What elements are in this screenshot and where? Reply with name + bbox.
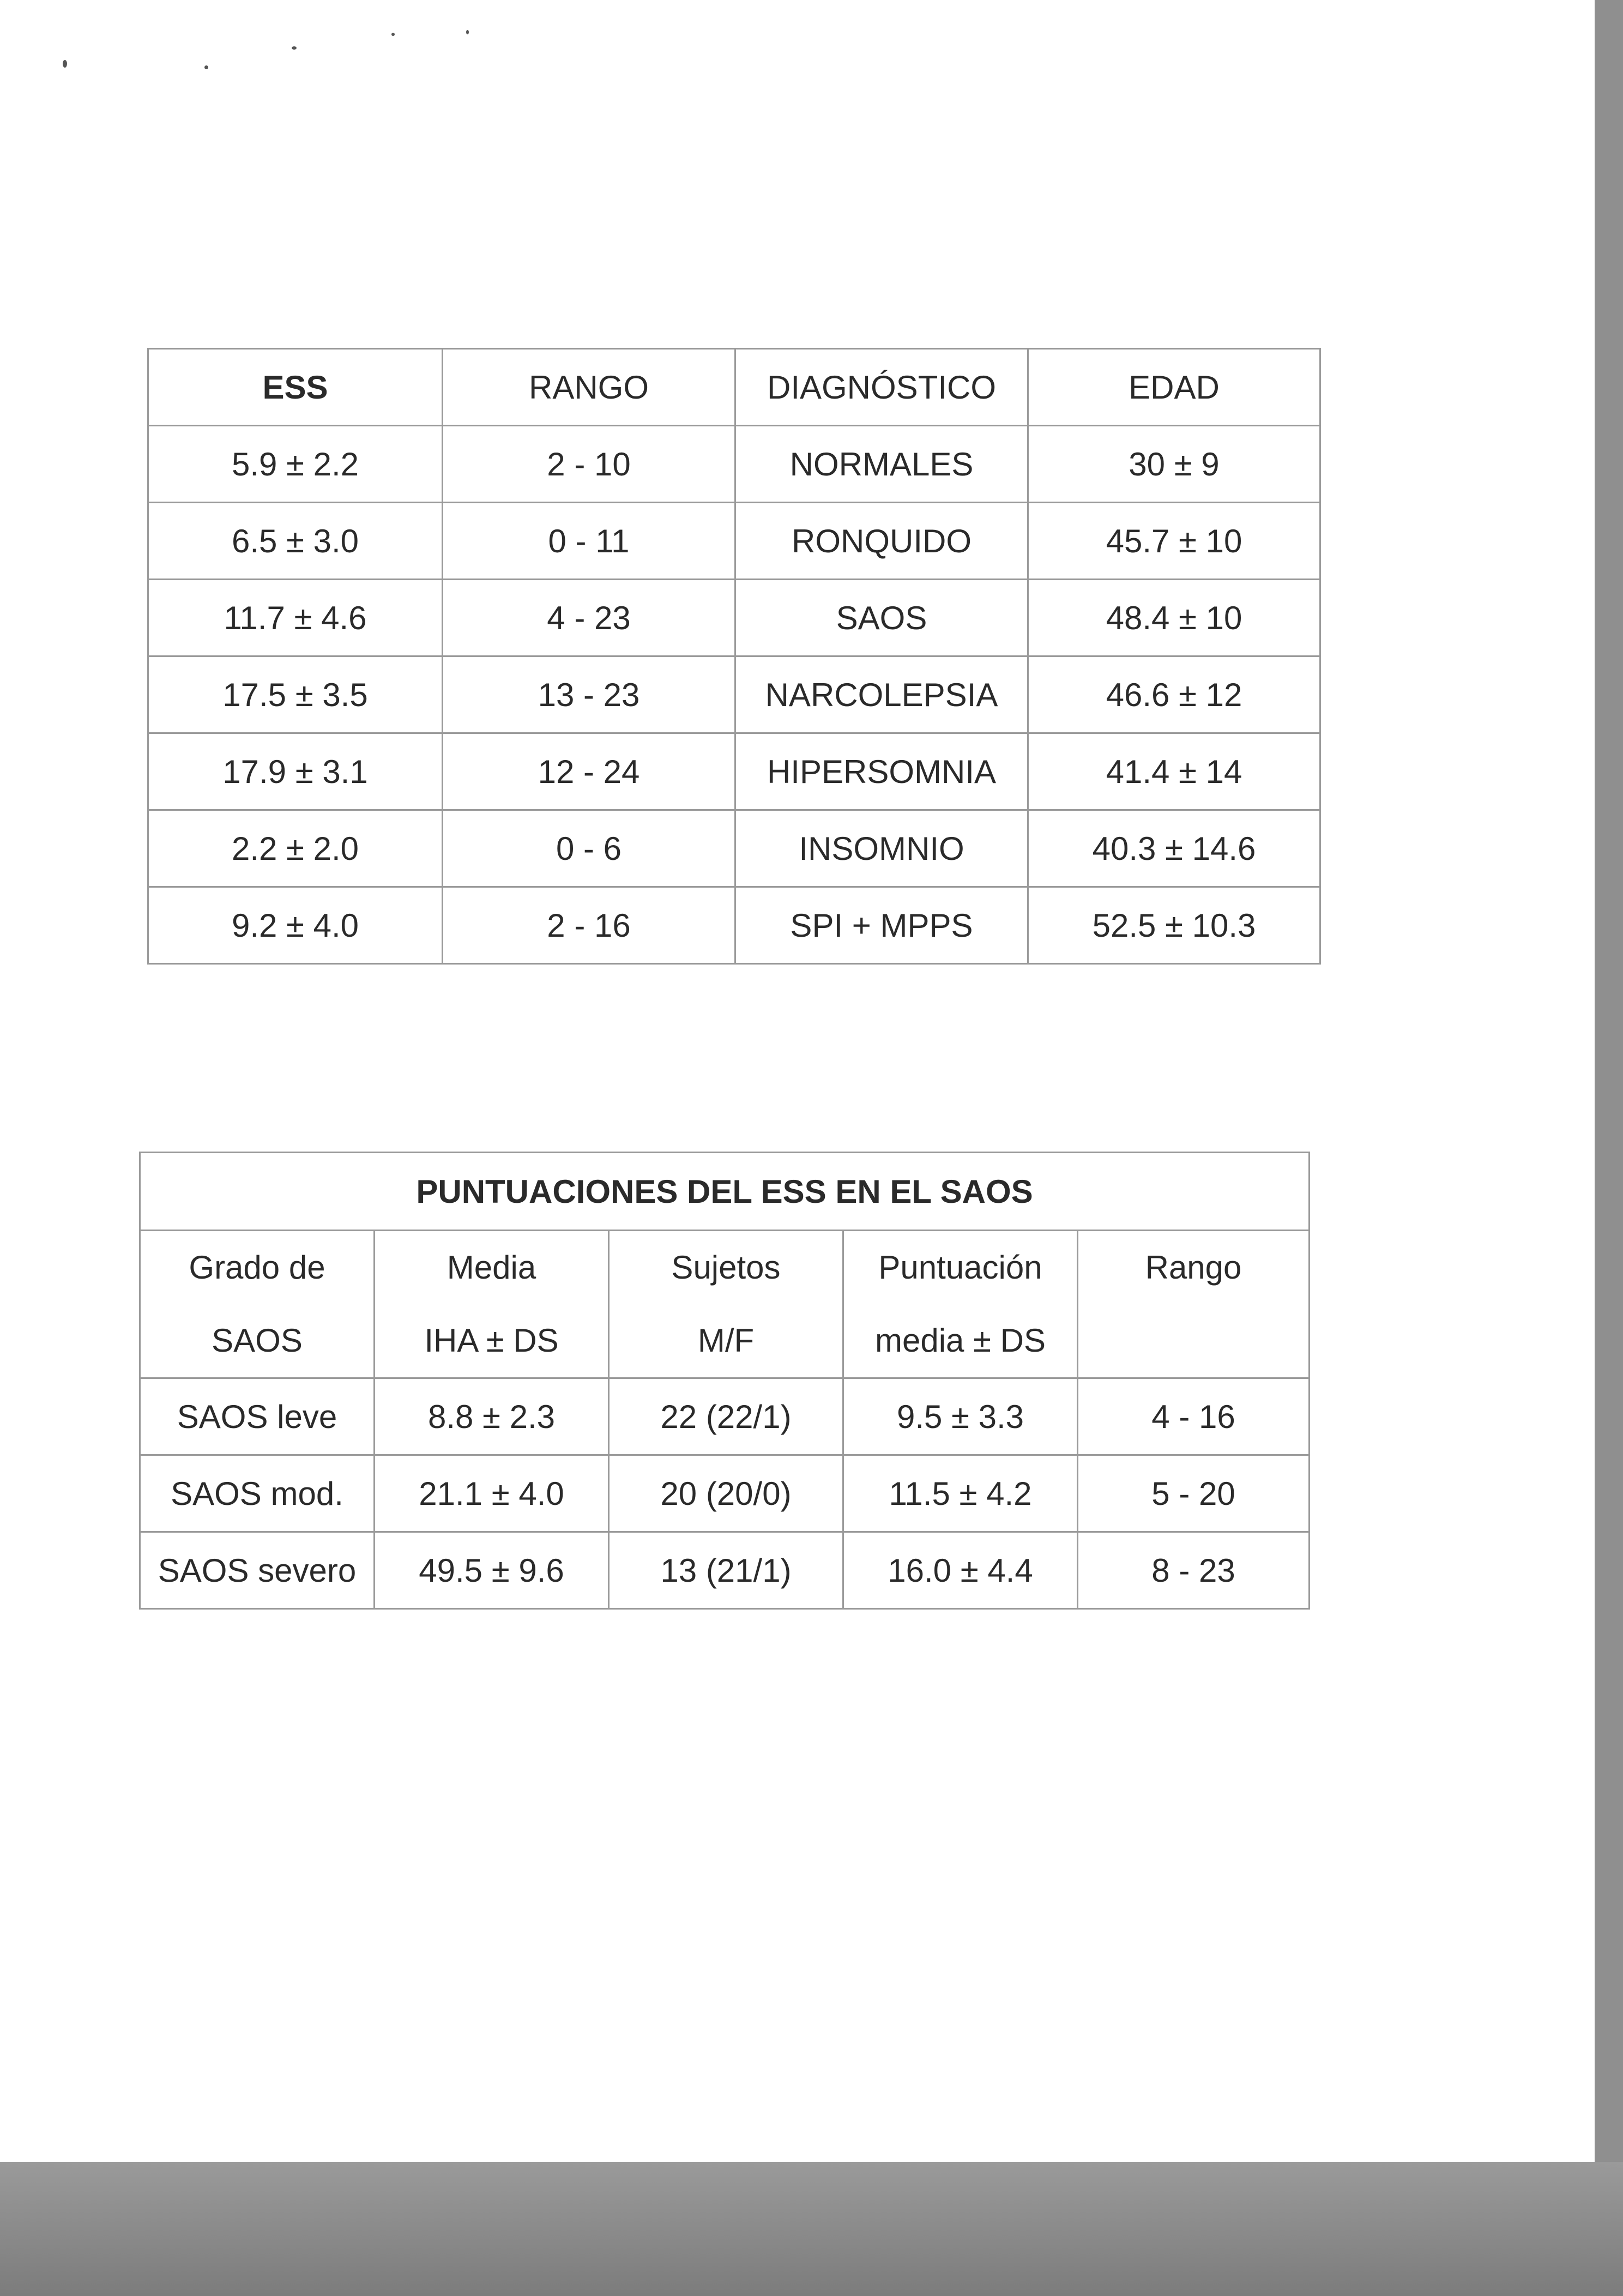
header-diagnostico: DIAGNÓSTICO — [735, 349, 1028, 426]
cell-ess: 6.5 ± 3.0 — [148, 503, 443, 580]
cell-sujetos: 20 (20/0) — [609, 1455, 843, 1532]
cell-rango: 4 - 23 — [443, 580, 735, 656]
cell-rango: 2 - 16 — [443, 887, 735, 964]
cell-ess: 5.9 ± 2.2 — [148, 426, 443, 503]
cell-rango: 13 - 23 — [443, 656, 735, 733]
header-media — [375, 1231, 609, 1378]
table-row — [140, 1378, 1310, 1455]
cell-ess: 9.2 ± 4.0 — [148, 887, 443, 964]
header-grado — [140, 1231, 375, 1378]
saos-scores-table — [139, 1152, 1310, 1610]
cell-edad: 46.6 ± 12 — [1028, 656, 1320, 733]
cell-rango: 0 - 11 — [443, 503, 735, 580]
table-header-row — [140, 1231, 1310, 1378]
cell-ess: 2.2 ± 2.0 — [148, 810, 443, 887]
cell-ess: 11.7 ± 4.6 — [148, 580, 443, 656]
header-line: SAOS — [212, 1322, 303, 1359]
cell-rango: 12 - 24 — [443, 733, 735, 810]
cell-rango: 8 - 23 — [1078, 1532, 1310, 1609]
scan-speck — [391, 33, 395, 36]
cell-ess: 17.5 ± 3.5 — [148, 656, 443, 733]
header-line: Media — [447, 1249, 536, 1286]
cell-media: 21.1 ± 4.0 — [375, 1455, 609, 1532]
table-row — [148, 733, 1320, 810]
cell-media: 8.8 ± 2.3 — [375, 1378, 609, 1455]
scan-edge-right — [1595, 0, 1623, 2296]
cell-diagnostico: NARCOLEPSIA — [735, 656, 1028, 733]
header-line: Puntuación — [878, 1249, 1042, 1286]
cell-diagnostico: NORMALES — [735, 426, 1028, 503]
table-row — [140, 1532, 1310, 1609]
table-header-row — [148, 349, 1320, 426]
table-row — [148, 580, 1320, 656]
header-line: M/F — [697, 1322, 755, 1359]
header-edad: EDAD — [1028, 349, 1320, 426]
table-row — [148, 887, 1320, 964]
cell-puntuacion: 16.0 ± 4.4 — [843, 1532, 1078, 1609]
cell-diagnostico: HIPERSOMNIA — [735, 733, 1028, 810]
table-row — [148, 810, 1320, 887]
header-line: Rango — [1145, 1249, 1242, 1286]
header-rango — [1078, 1231, 1310, 1378]
cell-edad: 30 ± 9 — [1028, 426, 1320, 503]
cell-diagnostico: INSOMNIO — [735, 810, 1028, 887]
ess-diagnosis-table — [147, 348, 1321, 965]
table-title-row — [140, 1153, 1310, 1231]
cell-rango: 5 - 20 — [1078, 1455, 1310, 1532]
header-line: media ± DS — [874, 1322, 1046, 1359]
cell-grado: SAOS leve — [140, 1378, 375, 1455]
header-sujetos — [609, 1231, 843, 1378]
cell-rango: 0 - 6 — [443, 810, 735, 887]
header-rango: RANGO — [443, 349, 735, 426]
header-line: IHA ± DS — [424, 1322, 559, 1359]
cell-sujetos: 22 (22/1) — [609, 1378, 843, 1455]
cell-puntuacion: 11.5 ± 4.2 — [843, 1455, 1078, 1532]
scan-speck — [63, 60, 67, 68]
cell-diagnostico: SAOS — [735, 580, 1028, 656]
cell-edad: 52.5 ± 10.3 — [1028, 887, 1320, 964]
header-line: Grado de — [189, 1249, 325, 1286]
cell-edad: 41.4 ± 14 — [1028, 733, 1320, 810]
scan-speck — [292, 46, 297, 50]
table-row — [148, 656, 1320, 733]
cell-rango: 2 - 10 — [443, 426, 735, 503]
cell-edad: 48.4 ± 10 — [1028, 580, 1320, 656]
cell-ess: 17.9 ± 3.1 — [148, 733, 443, 810]
cell-media: 49.5 ± 9.6 — [375, 1532, 609, 1609]
cell-grado: SAOS severo — [140, 1532, 375, 1609]
header-ess: ESS — [148, 349, 443, 426]
cell-puntuacion: 9.5 ± 3.3 — [843, 1378, 1078, 1455]
cell-rango: 4 - 16 — [1078, 1378, 1310, 1455]
table-row — [148, 503, 1320, 580]
scan-speck — [204, 65, 208, 69]
cell-sujetos: 13 (21/1) — [609, 1532, 843, 1609]
cell-diagnostico: RONQUIDO — [735, 503, 1028, 580]
table-row — [148, 426, 1320, 503]
cell-edad: 45.7 ± 10 — [1028, 503, 1320, 580]
table-title: PUNTUACIONES DEL ESS EN EL SAOS — [140, 1153, 1310, 1231]
cell-grado: SAOS mod. — [140, 1455, 375, 1532]
cell-diagnostico: SPI + MPPS — [735, 887, 1028, 964]
scan-edge-bottom — [0, 2162, 1623, 2296]
header-line: Sujetos — [671, 1249, 781, 1286]
table-row — [140, 1455, 1310, 1532]
cell-edad: 40.3 ± 14.6 — [1028, 810, 1320, 887]
scan-speck — [466, 30, 469, 34]
header-puntuacion — [843, 1231, 1078, 1378]
